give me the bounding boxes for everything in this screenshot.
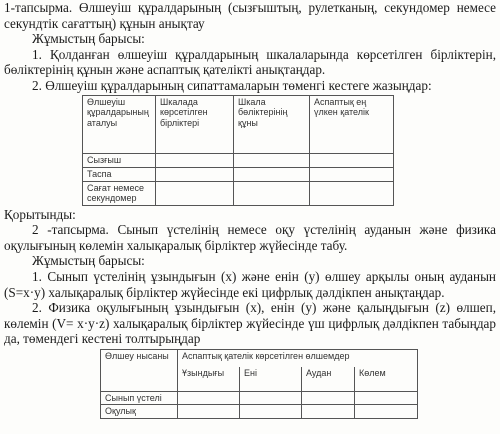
empty-cell[interactable] xyxy=(234,167,310,181)
task2-step1: 1. Сынып үстелінің ұзындығын (x) және енін (y) өлшеу арқылы оның ауданын (S=x·y) халықаралық бірліктер жүйесінде екі цифрлық дәлдікпен анықтаңдар. xyxy=(4,268,496,300)
empty-cell[interactable] xyxy=(310,181,394,205)
empty-cell[interactable] xyxy=(178,391,240,405)
table1-row-label: Сағат немесе секундомер xyxy=(83,181,156,205)
table2-subheader-volume: Көлем xyxy=(355,367,418,391)
empty-cell[interactable] xyxy=(178,405,240,419)
table1-header-cell: Шкалада көрсетілген бірліктері xyxy=(156,95,234,153)
table1-header-cell: Өлшеуіш құралдарының аталуы xyxy=(83,95,156,153)
empty-cell[interactable] xyxy=(310,153,394,167)
table2-subheader-width: Ені xyxy=(240,367,302,391)
measurements-table xyxy=(100,349,418,419)
table1-header-cell: Шкала бөліктерінің құны xyxy=(234,95,310,153)
table-row xyxy=(83,181,394,205)
table2-header-object: Өлшеу нысаны xyxy=(101,349,178,391)
table2-row-label: Сынып үстелі xyxy=(101,391,178,405)
instrument-characteristics-table xyxy=(82,95,394,206)
empty-cell[interactable] xyxy=(302,391,355,405)
empty-cell[interactable] xyxy=(355,391,418,405)
worksheet-page xyxy=(4,0,496,419)
table2-subheader-length: Ұзындығы xyxy=(178,367,240,391)
table-row xyxy=(83,153,394,167)
table2-row-label: Оқулық xyxy=(101,405,178,419)
table1-header-cell: Аспаптық ең үлкен қателік xyxy=(310,95,394,153)
task1-title: 1-тапсырма. Өлшеуіш құралдарының (сызғыштың, рулетканың, секундомер немесе секундтік сағаттың) құнын анықтау xyxy=(4,0,496,31)
conclusion-label: Қорытынды: xyxy=(4,206,76,222)
table1-row-label: Сызғыш xyxy=(83,153,156,167)
empty-cell[interactable] xyxy=(240,405,302,419)
table2-group-header: Аспаптық қателік көрсетілген өлшемдер xyxy=(178,349,418,367)
task1-step1: 1. Қолданған өлшеуіш құралдарының шкалаларында көрсетілген бірліктерін, бөліктерінің құнын және аспаптық қателікті анықтаңдар. xyxy=(4,46,496,78)
empty-cell[interactable] xyxy=(156,153,234,167)
empty-cell[interactable] xyxy=(302,405,355,419)
task2-step2: 2. Физика оқулығының ұзындығын (x), енін (y) және қалыңдығын (z) өлшеп, көлемін (V= x·y·z) халықаралық бірліктер жүйесінде үш цифрлық дәлдікпен табыңдар да, төмендегі кестені толтырыңдар xyxy=(4,300,496,347)
task2-title: 2 -тапсырма. Сынып үстелінің немесе оқу үстелінің ауданын және физика оқулығының көлемін халықаралық бірліктер жүйесінде табу. xyxy=(4,222,496,253)
table-row xyxy=(83,167,394,181)
empty-cell[interactable] xyxy=(240,391,302,405)
empty-cell[interactable] xyxy=(234,153,310,167)
task1-progress-heading: Жұмыстың барысы: xyxy=(32,31,145,47)
empty-cell[interactable] xyxy=(156,167,234,181)
table1-row-label: Таспа xyxy=(83,167,156,181)
empty-cell[interactable] xyxy=(156,181,234,205)
task2-progress-heading: Жұмыстың барысы: xyxy=(32,253,145,269)
empty-cell[interactable] xyxy=(234,181,310,205)
empty-cell[interactable] xyxy=(355,405,418,419)
task1-step2: 2. Өлшеуіш құралдарының сипаттамаларын төменгі кестеге жазыңдар: xyxy=(32,77,432,93)
empty-cell[interactable] xyxy=(310,167,394,181)
table-row xyxy=(101,391,418,405)
table-row xyxy=(101,405,418,419)
table2-subheader-area: Аудан xyxy=(302,367,355,391)
